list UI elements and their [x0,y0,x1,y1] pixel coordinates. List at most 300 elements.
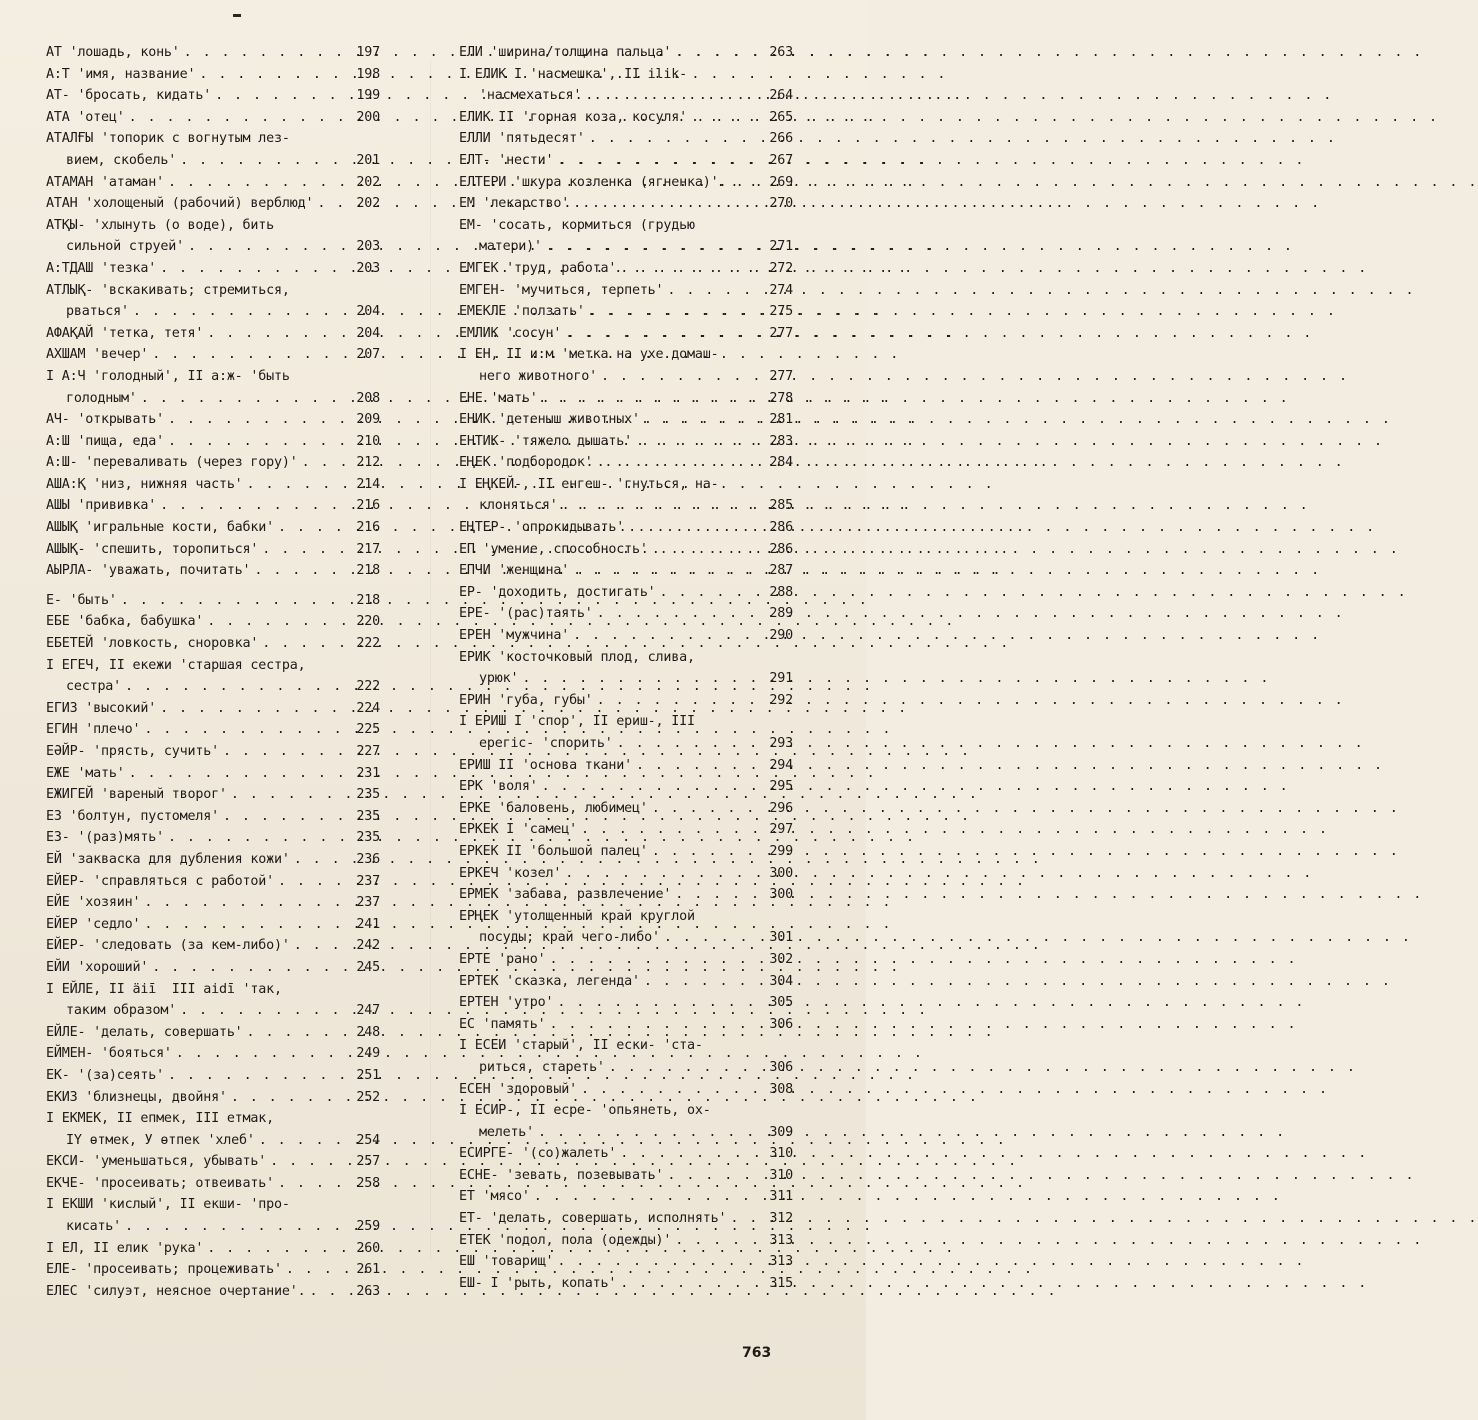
entry-page-ref: 241 [356,916,380,932]
index-entry [459,1251,793,1273]
entry-page-ref: 214 [356,476,380,492]
entry-page-ref: 263 [769,45,793,60]
index-entry [46,344,380,366]
index-entry [459,884,793,906]
leader-dots [125,676,348,698]
entry-headword: ЕКИЗ 'близнецы, двойня' [46,1089,227,1105]
index-column-left [46,42,380,1302]
index-entry [459,798,793,820]
entry-headword: ЕКСИ- 'уменьшаться, убывать' [46,1154,267,1170]
entry-page-ref: 264 [769,88,793,104]
entry-page-ref: 200 [356,109,380,125]
entry-page-ref: 222 [356,679,380,695]
index-entry [459,431,793,453]
leader-dots [286,1259,348,1281]
index-entry [459,1273,793,1295]
leader-dots [180,1000,348,1022]
index-entry [46,590,380,612]
entry-headword: АШЫҚ 'игральные кости, бабки' [46,520,274,536]
entry-headword: ЕМГЕН- 'мучиться, терпеть' [459,282,664,298]
entry-headword: ЕЖИГЕЙ 'вареный творог' [46,787,227,803]
entry-headword: голодным' [66,390,137,406]
entry-line: АТҚЫ- 'хлынуть (о воде), бить [46,217,274,233]
entry-headword: ЕК- '(за)сеять' [46,1067,164,1083]
index-entry [46,935,380,957]
leader-dots [294,935,348,957]
entry-page-ref: 199 [356,88,380,104]
leader-dots [259,1130,348,1152]
index-entry [46,827,380,849]
index-entry [46,698,380,720]
leader-dots [562,495,761,517]
entry-headword: ЕБЕТЕЙ 'ловкость, сноровка' [46,636,259,652]
leader-dots [597,690,761,712]
entry-line: I ЕҢКЕЙ-, II енгеш- 'гнуться, на- [459,476,719,492]
leader-dots [160,258,348,280]
leader-dots [675,884,761,906]
entry-page-ref: 263 [356,1283,380,1299]
index-entry [459,323,793,345]
entry-headword: АТАМАН 'атаман' [46,174,164,190]
index-entry [459,388,793,410]
index-entry [46,611,380,633]
entry-headword: таким образом' [66,1003,177,1019]
leader-dots [597,603,761,625]
index-entry [46,741,380,763]
entry-headword: АЧ- 'открывать' [46,412,164,428]
index-entry [46,1022,380,1044]
leader-dots [160,698,348,720]
entry-headword: клоняться' [479,498,558,514]
entry-page-ref: 310 [769,1146,793,1162]
leader-dots [144,892,348,914]
entry-page-ref: 311 [769,1189,793,1205]
index-entry [459,582,793,604]
entry-line: ЕМ- 'сосать, кормиться (грудью [459,217,695,233]
index-entry [46,1238,380,1260]
entry-headword: ЕРИШ II 'основа ткани' [459,757,632,773]
entry-headword: IY өтмек, У өтпек 'хлеб' [66,1132,255,1148]
leader-dots [667,1165,761,1187]
entry-headword: ЕРКЕК I 'самец' [459,822,577,838]
entry-headword: ерегiс- 'спорить' [479,736,613,751]
leader-dots [207,611,348,633]
leader-dots [628,517,761,539]
leader-dots [538,1122,761,1144]
leader-dots [278,871,348,893]
leader-dots [160,495,348,517]
entry-page-ref: 270 [769,196,793,212]
index-entry [46,172,380,194]
index-entry [46,655,380,698]
index-entry [46,258,380,280]
entry-headword: ЕРТЕ 'рано' [459,951,546,967]
entry-headword: А:Ш 'пища, еда' [46,433,164,449]
entry-headword: А:Т 'имя, название' [46,66,196,82]
entry-line: I А:Ч 'голодный', II а:ж- 'быть [46,368,290,384]
entry-page-ref: 258 [356,1175,380,1191]
index-entry [46,64,380,86]
leader-dots [207,323,348,345]
entry-headword: АФАҚАЙ 'тетка, тетя' [46,325,204,341]
index-entry [46,495,380,517]
index-entry [459,107,793,129]
entry-headword: ЕЛИ 'ширина/толщина пальца' [459,45,672,60]
index-entry [459,42,793,64]
entry-headword: ЕТ- 'делать, совершать, исполнять' [459,1211,727,1227]
entry-headword: ЕНИК 'детеныш животных' [459,412,640,428]
leader-dots [231,1087,348,1109]
leader-dots [542,776,761,798]
entry-line: I ЕН, II и:м 'метка на ухе домаш- [459,347,719,363]
index-entry [459,625,793,647]
index-entry [459,971,793,993]
leader-dots [141,388,348,410]
entry-page-ref: 216 [356,520,380,536]
entry-headword: рваться' [66,304,129,320]
entry-headword: ЕРК 'воля' [459,779,538,795]
leader-dots [534,1186,761,1208]
entry-headword: ЕЙЛЕ- 'делать, совершать' [46,1024,243,1040]
index-entry [46,280,380,323]
index-entry [46,763,380,785]
index-entry [46,1259,380,1281]
index-entry [459,215,793,258]
entry-headword: ЕСИРГЕ- '(со)жалеть' [459,1146,617,1162]
index-entry [459,1014,793,1036]
leader-dots [247,1022,348,1044]
entry-headword: ЕЙМЕН- 'бояться' [46,1046,172,1062]
entry-headword: ЕМ 'лекарство' [459,196,570,212]
entry-page-ref: 197 [356,45,380,60]
index-entry [46,1281,380,1303]
leader-dots [557,992,761,1014]
entry-line: ЕРИК 'косточковый плод, слива, [459,649,695,665]
leader-dots [129,763,348,785]
leader-dots [546,236,761,258]
index-entry [459,474,793,517]
entry-headword: ЕМЕКЛЕ 'ползать' [459,304,585,320]
entry-page-ref: 218 [356,592,380,608]
entry-page-ref: 283 [769,433,793,449]
index-entry [46,1194,380,1237]
entry-line: I ЕЙЛЕ, II äiī III aidī 'так, [46,981,282,997]
index-entry [459,344,793,387]
index-entry [46,892,380,914]
entry-page-ref: 293 [769,736,793,751]
page-number: 763 [742,1345,772,1361]
leader-dots [121,590,348,612]
entry-page-ref: 292 [769,692,793,708]
entry-headword: ЕЛЕС 'силуэт, неясное очертание'. [46,1283,306,1299]
leader-dots [573,625,761,647]
entry-headword: посуды; край чего-либо' [479,930,660,946]
leader-dots [133,301,348,323]
entry-headword: вием, скобель' [66,152,177,168]
leader-dots [223,741,348,763]
leader-dots [522,668,761,690]
entry-page-ref: 224 [356,700,380,716]
leader-dots [125,1216,348,1238]
entry-page-ref: 198 [356,66,380,82]
print-mark [233,14,241,17]
entry-page-ref: 252 [356,1089,380,1105]
index-entry [459,863,793,885]
entry-page-ref: 289 [769,606,793,622]
entry-page-ref: 306 [769,1059,793,1075]
entry-page-ref: 269 [769,174,793,190]
section-gap [46,582,380,590]
index-entry [459,647,793,690]
index-entry [459,539,793,561]
leader-dots [188,236,348,258]
entry-page-ref: 220 [356,614,380,630]
leader-dots [231,784,348,806]
entry-page-ref: 296 [769,800,793,816]
entry-headword: ЕЙЕР- 'справляться с работой' [46,873,274,889]
index-entry [459,64,793,107]
entry-page-ref: 277 [769,368,793,384]
entry-headword: ЕЗ 'болтун, пустомеля' [46,808,219,824]
entry-headword: риться, стареть' [479,1059,605,1075]
entry-page-ref: 305 [769,995,793,1011]
leader-dots [254,560,348,582]
entry-headword: ЕРМЕК 'забава, развлечение' [459,887,672,903]
entry-headword: сестра' [66,679,122,695]
leader-dots [144,914,348,936]
entry-page-ref: 248 [356,1024,380,1040]
entry-page-ref: 300 [769,887,793,903]
leader-dots [176,1043,348,1065]
entry-page-ref: 309 [769,1124,793,1140]
leader-dots [565,323,761,345]
entry-line: I ЕРИШ I 'спор', II ериш-, III [459,714,695,730]
entry-headword: АША:Қ 'низ, нижняя часть' [46,476,243,492]
leader-dots [589,128,761,150]
entry-page-ref: 207 [356,347,380,363]
entry-page-ref: 202 [356,196,380,212]
index-entry [46,128,380,171]
index-entry [46,1043,380,1065]
entry-page-ref: 274 [769,282,793,298]
entry-headword: Е- 'быть' [46,592,117,608]
entry-page-ref: 249 [356,1046,380,1062]
entry-page-ref: 251 [356,1067,380,1083]
leader-dots [573,193,761,215]
entry-page-ref: 267 [769,152,793,168]
entry-headword: ЕМГЕК 'труд, работа' [459,260,617,276]
entry-page-ref: 237 [356,895,380,911]
index-entry [46,1151,380,1173]
index-entry [459,301,793,323]
entry-headword: ЕСНЕ- 'зевать, позевывать' [459,1167,664,1183]
entry-headword: АТА 'отец' [46,109,125,125]
index-entry [46,42,380,64]
leader-dots [691,107,761,129]
leader-dots [302,452,348,474]
index-entry [46,474,380,496]
index-entry [46,633,380,655]
entry-headword: ЕЛТ- 'нести' [459,152,554,168]
index-entry [459,128,793,150]
leader-dots [620,1273,761,1295]
index-entry [46,719,380,741]
index-entry [46,409,380,431]
leader-dots [660,582,761,604]
entry-page-ref: 313 [769,1232,793,1248]
index-entry [46,957,380,979]
index-entry [459,452,793,474]
entry-headword: АШЫ 'прививка' [46,498,157,514]
leader-dots [168,409,348,431]
entry-headword: ЕЛТЕРИ 'шкура козленка (ягненка)'. [459,174,727,190]
index-entry [46,452,380,474]
index-entry [46,1108,380,1151]
entry-page-ref: 291 [769,671,793,687]
leader-dots [152,957,348,979]
index-entry [459,1100,793,1143]
index-entry [46,871,380,893]
leader-dots [667,280,761,302]
entry-page-ref: 310 [769,1167,793,1183]
entry-page-ref: 237 [356,873,380,889]
leader-dots [601,366,761,388]
index-entry [459,1165,793,1187]
entry-page-ref: 295 [769,779,793,795]
index-entry [459,258,793,280]
leader-dots [180,150,348,172]
entry-headword: АШЫҚ- 'спешить, торопиться' [46,541,259,557]
entry-page-ref: 242 [356,938,380,954]
entry-page-ref: 201 [356,152,380,168]
entry-headword: ЕЙ 'закваска для дубления кожи' [46,851,290,867]
entry-page-ref: 271 [769,239,793,255]
leader-dots [652,841,761,863]
entry-headword: ЕЙЕ 'хозяин' [46,895,141,911]
entry-page-ref: 261 [356,1262,380,1278]
entry-headword: ЕТ 'мясо' [459,1189,530,1205]
entry-headword: ЕМЛИК 'сосун' [459,325,562,341]
entry-headword: АТ- 'бросать, кидать' [46,88,212,104]
entry-page-ref: 222 [356,636,380,652]
index-entry [46,849,380,871]
index-entry [46,431,380,453]
index-entry [459,517,793,539]
entry-page-ref: 299 [769,843,793,859]
entry-page-ref: 217 [356,541,380,557]
entry-headword: ЕРЕ- '(рас)таять' [459,606,593,622]
entry-page-ref: 281 [769,412,793,428]
entry-page-ref: 304 [769,973,793,989]
leader-dots [557,150,761,172]
entry-page-ref: 203 [356,239,380,255]
index-entry [459,711,793,754]
leader-dots [215,85,348,107]
leader-dots [309,1281,348,1303]
entry-page-ref: 231 [356,765,380,781]
index-entry [459,690,793,712]
leader-dots [262,539,348,561]
entry-page-ref: 315 [769,1275,793,1291]
entry-page-ref: 236 [356,851,380,867]
entry-page-ref: 235 [356,830,380,846]
entry-page-ref: 260 [356,1240,380,1256]
leader-dots [168,827,348,849]
index-entry [46,193,380,215]
entry-headword: ЕЙЕР- 'следовать (за кем-либо)' [46,938,290,954]
entry-page-ref: 204 [356,304,380,320]
leader-dots [636,431,761,453]
entry-headword: ЕРКЕЧ 'козел' [459,865,562,881]
leader-dots [620,1143,761,1165]
entry-page-ref: 257 [356,1154,380,1170]
leader-dots [644,409,761,431]
entry-page-ref: 278 [769,390,793,406]
entry-headword: ЕРТЕК 'сказка, легенда' [459,973,640,989]
entry-page-ref: 290 [769,628,793,644]
leader-dots [168,431,348,453]
index-entry [459,755,793,777]
entry-page-ref: 210 [356,433,380,449]
index-entry [459,776,793,798]
leader-dots [262,633,348,655]
leader-dots [597,452,761,474]
entry-headword: ЕРИН 'губа, губы' [459,692,593,708]
entry-page-ref: 208 [356,390,380,406]
entry-headword: ЕНЕ 'мать' [459,390,538,406]
entry-page-ref: 284 [769,455,793,471]
entry-headword: ЕЛИК II 'горная коза, косуля' [459,109,687,125]
entry-page-ref: 266 [769,131,793,147]
entry-page-ref: 259 [356,1219,380,1235]
entry-page-ref: 286 [769,541,793,557]
index-entry [459,603,793,625]
entry-headword: ЕС 'память' [459,1016,546,1032]
entry-headword: ЕНТИК- 'тяжело дышать' [459,433,632,449]
index-entry [459,819,793,841]
leader-dots [168,1065,348,1087]
entry-headword: урюк' [479,671,519,687]
entry-line: АТАЛҒЫ 'топорик с вогнутым лез- [46,131,290,147]
entry-page-ref: 202 [356,174,380,190]
entry-line: ЕРҢЕК 'утолщенный край круглой [459,908,695,924]
entry-headword: ЕЗ- '(раз)мять' [46,830,164,846]
entry-page-ref: 286 [769,520,793,536]
leader-dots [557,1251,761,1273]
entry-page-ref: 308 [769,1081,793,1097]
entry-page-ref: 302 [769,951,793,967]
entry-page-ref: 275 [769,304,793,320]
leader-dots [565,863,761,885]
leader-dots [549,949,761,971]
entry-page-ref: 212 [356,455,380,471]
leader-dots [620,258,761,280]
entry-headword: ЕБЕ 'бабка, бабушка' [46,614,204,630]
index-column-right [459,42,793,1294]
leader-dots [199,64,348,86]
index-entry [459,1230,793,1252]
entry-headword: АТАН 'холощеный (рабочий) верблюд' [46,196,314,212]
entry-line: I ЕКМЕК, II епмек, III етмак, [46,1111,274,1127]
entry-headword: АЫРЛА- 'уважать, почитать' [46,563,251,579]
entry-page-ref: 272 [769,260,793,276]
entry-headword: ЕЙЕР 'седло' [46,916,141,932]
leader-dots [152,344,348,366]
entry-line: I ЕЛИК I 'насмешка', II ilik- [459,66,687,82]
leader-dots [585,85,761,107]
entry-headword: мелеть' [479,1124,535,1140]
index-entry [459,1143,793,1165]
